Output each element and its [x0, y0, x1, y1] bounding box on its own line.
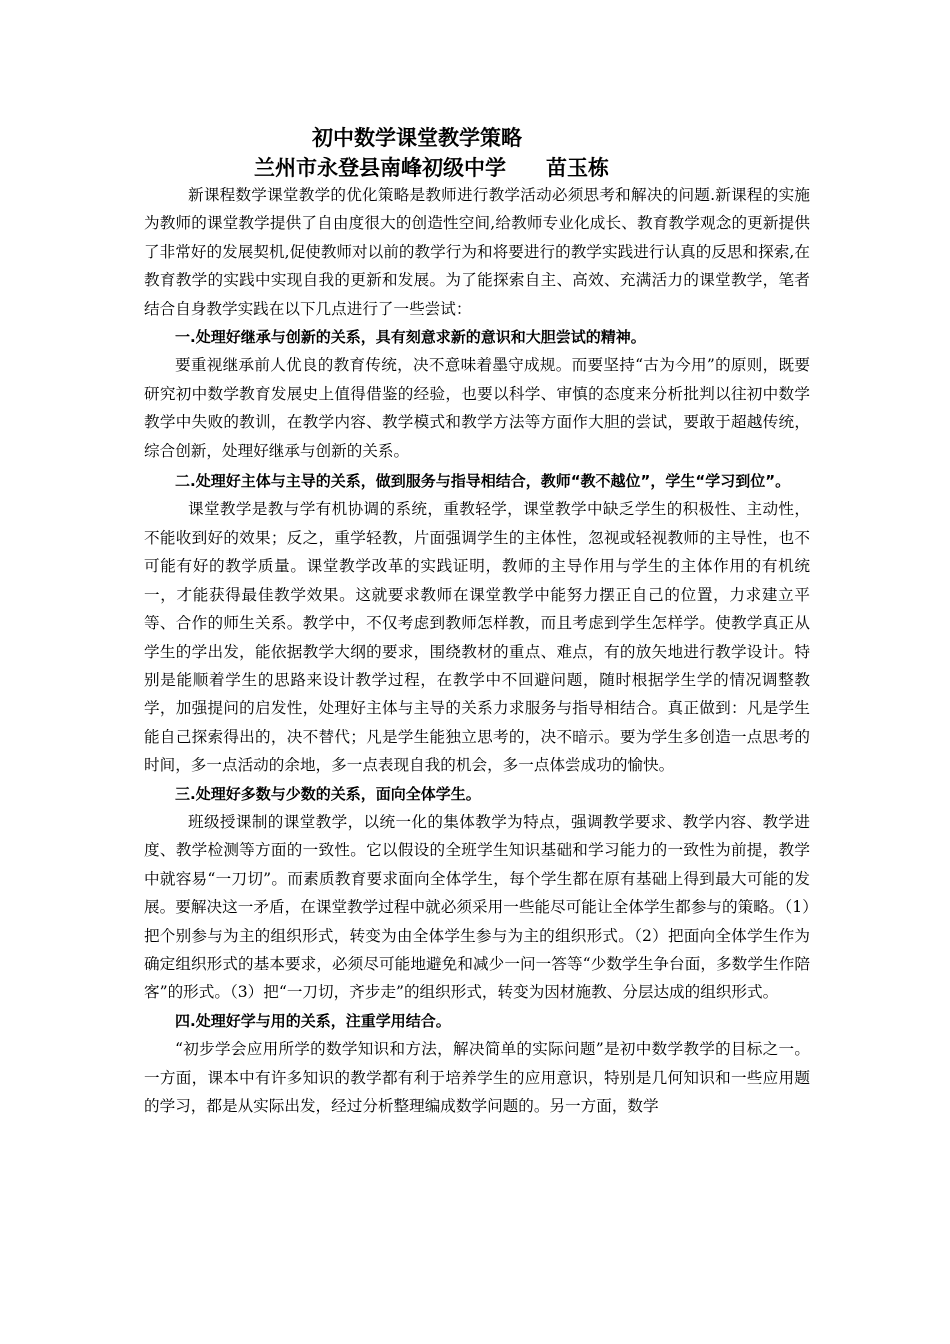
intro-paragraph: 新课程数学课堂教学的优化策略是教师进行教学活动必须思考和解决的问题.新课程的实施为教师的课堂教学提供了自由度很大的创造性空间,给教师专业化成长、教育教学观念的更新提供了非常好的发展契机,促使教师对以前的教学行为和将要进行的教学实践进行认真的反思和探索,在教育教学的实践中实现自我的更新和发展。为了能探索自主、高效、充满活力的课堂教学，笔者结合自身教学实践在以下几点进行了一些尝试：: [144, 186, 810, 318]
section-paragraph-1: 要重视继承前人优良的教育传统，决不意味着墨守成规。而要坚持“古为今用”的原则，既要研究初中数学教育发展史上值得借鉴的经验，也要以科学、审慎的态度来分析批判以往初中数学教学中失败的教训，在教学内容、教学模式和教学方法等方面作大胆的尝试，要敢于超越传统，综合创新，处理好继承与创新的关系。: [144, 356, 810, 460]
document-byline: [254, 153, 609, 183]
section-heading-4: 四.处理好学与用的关系，注重学用结合。: [175, 1011, 451, 1030]
school-name: 兰州市永登县南峰初级中学: [254, 156, 506, 180]
document-title: 初中数学课堂教学策略: [312, 126, 522, 150]
section-heading-3: 三.处理好多数与少数的关系，面向全体学生。: [175, 784, 481, 803]
author-name: 苗玉栋: [546, 156, 609, 180]
section-paragraph-2: 课堂教学是教与学有机协调的系统，重教轻学，课堂教学中缺乏学生的积极性、主动性，不能收到好的效果；反之，重学轻教，片面强调学生的主体性，忽视或轻视教师的主导性，也不可能有好的教学质量。课堂教学改革的实践证明，教师的主导作用与学生的主体作用的有机统一，才能获得最佳教学效果。这就要求教师在课堂教学中能努力摆正自己的位置，力求建立平等、合作的师生关系。教学中，不仅考虑到教师怎样教，而且考虑到学生怎样学。使教学真正从学生的学出发，能依据教学大纲的要求，围绕教材的重点、难点，有的放矢地进行教学设计。特别是能顺着学生的思路来设计教学过程，在教学中不回避问题，随时根据学生学的情况调整教学，加强提问的启发性，处理好主体与主导的关系力求服务与指导相结合。真正做到：凡是学生能自己探索得出的，决不替代；凡是学生能独立思考的，决不暗示。要为学生多创造一点思考的时间，多一点活动的余地，多一点表现自我的机会，多一点体尝成功的愉快。: [144, 500, 810, 775]
section-heading-2: 二.处理好主体与主导的关系，做到服务与指导相结合，教师“教不越位”，学生“学习到位”。: [175, 472, 791, 491]
section-paragraph-4: “初步学会应用所学的数学知识和方法，解决简单的实际问题”是初中数学教学的目标之一。一方面，课本中有许多知识的教学都有利于培养学生的应用意识，特别是几何知识和一些应用题的学习，都是从实际出发，经过分析整理编成数学问题的。另一方面，数学: [144, 1040, 810, 1115]
section-paragraph-3: 班级授课制的课堂教学，以统一化的集体教学为特点，强调教学要求、教学内容、教学进度、教学检测等方面的一致性。它以假设的全班学生知识基础和学习能力的一致性为前提，教学中就容易“一刀切”。而素质教育要求面向全体学生，每个学生都在原有基础上得到最大可能的发展。要解决这一矛盾，在课堂教学过程中就必须采用一些能尽可能让全体学生都参与的策略。（1）把个别参与为主的组织形式，转变为由全体学生参与为主的组织形式。（2）把面向全体学生作为确定组织形式的基本要求，必须尽可能地避免和减少一问一答等“少数学生争台面，多数学生作陪客”的形式。（3）把“一刀切，齐步走”的组织形式，转变为因材施教、分层达成的组织形式。: [144, 812, 810, 1002]
section-heading-1: 一.处理好继承与创新的关系，具有刻意求新的意识和大胆尝试的精神。: [175, 328, 646, 347]
document-body: [144, 181, 810, 1120]
